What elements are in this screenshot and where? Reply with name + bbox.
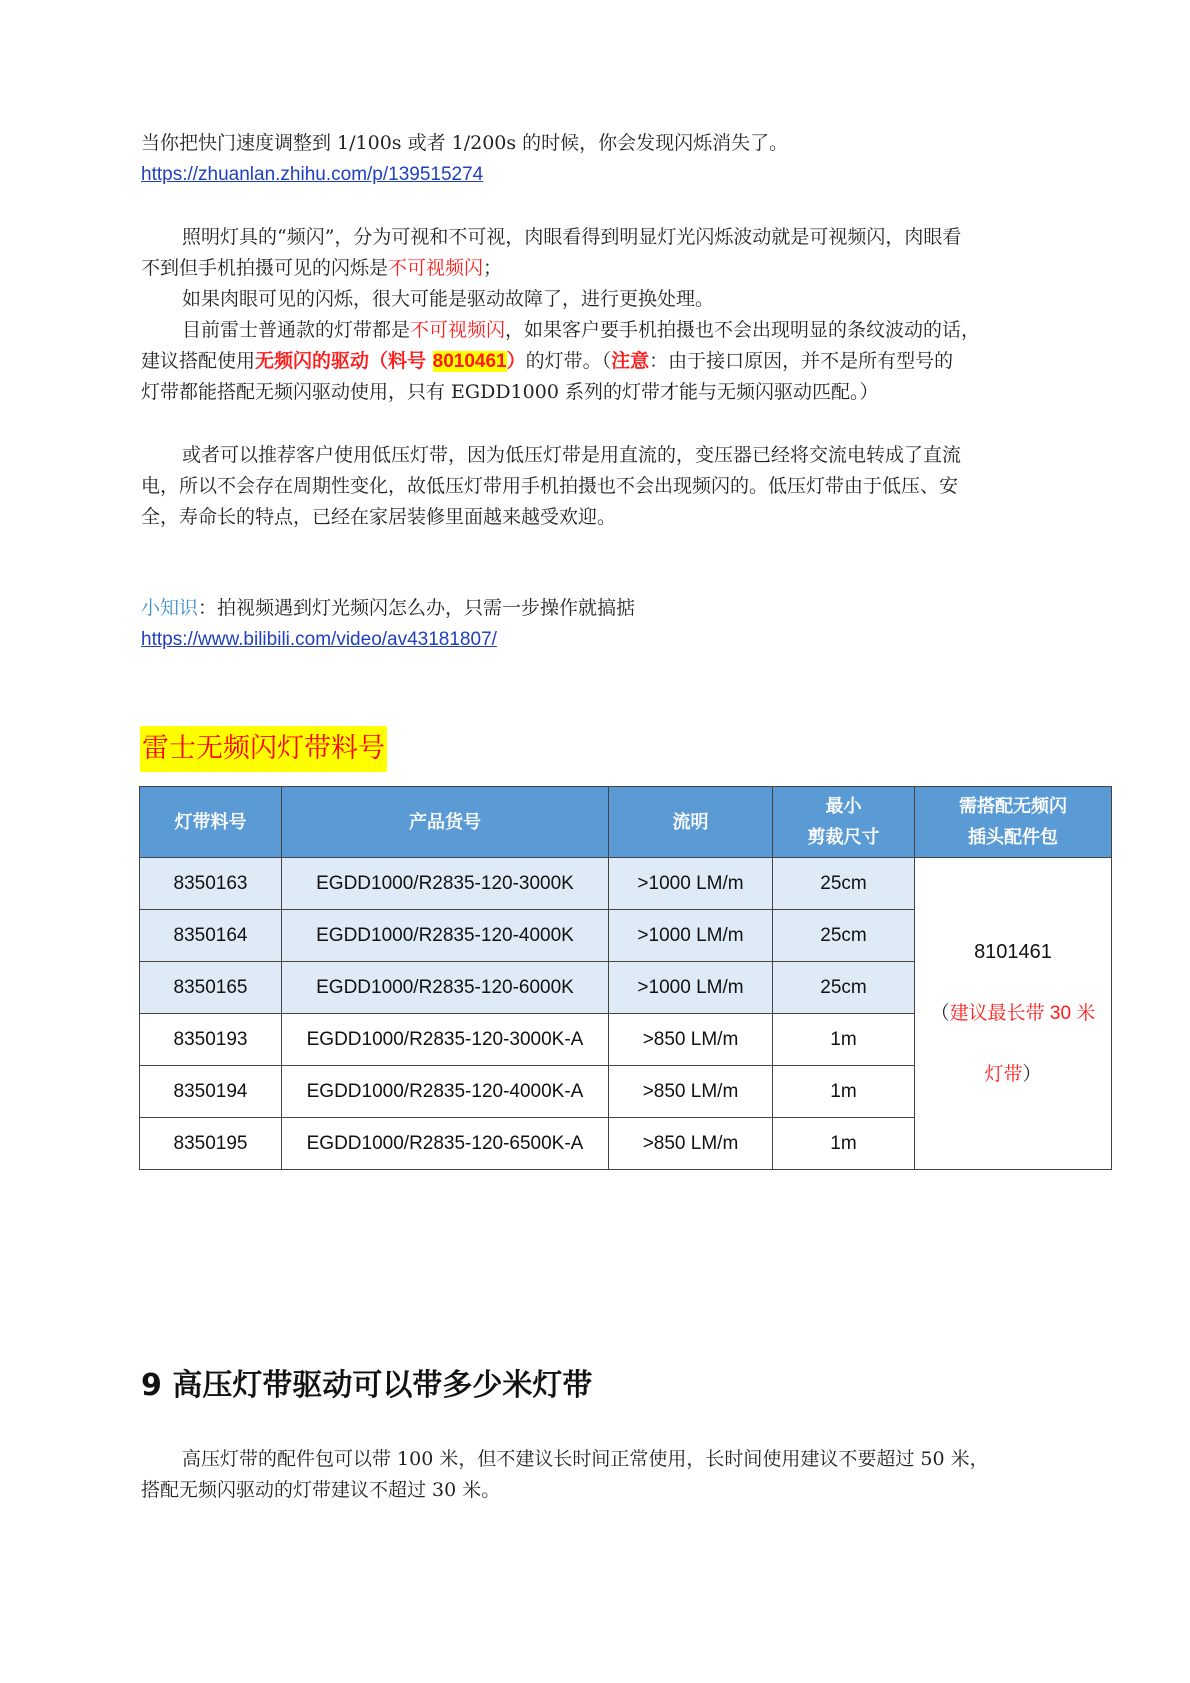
accessory-code: 8101461 (974, 941, 1052, 963)
para1-line1: 当你把快门速度调整到 1/100s 或者 1/200s 的时候，你会发现闪烁消失了。 (141, 132, 789, 154)
cell-product-code: EGDD1000/R2835-120-3000K-A (282, 1014, 609, 1066)
header-min-cut (773, 787, 915, 858)
tip-text: ：拍视频遇到灯光频闪怎么办，只需一步操作就搞掂 (198, 597, 636, 619)
cell-strip-code: 8350195 (140, 1118, 282, 1170)
accessory-note-line1 (915, 998, 1111, 1029)
para3-line3: 全，寿命长的特点，已经在家居装修里面越来越受欢迎。 (141, 506, 617, 528)
cell-min-cut: 1m (773, 1118, 915, 1170)
zhihu-link[interactable]: https://zhuanlan.zhihu.com/p/139515274 (141, 164, 484, 185)
header-product-code: 产品货号 (282, 787, 609, 858)
accessory-note-line2 (915, 1059, 1111, 1090)
cell-product-code: EGDD1000/R2835-120-4000K (282, 910, 609, 962)
para2-line6: 灯带都能搭配无频闪驱动使用，只有 EGDD1000 系列的灯带才能与无频闪驱动匹配。） (141, 381, 879, 403)
para2-line2 (141, 253, 502, 284)
cell-strip-code: 8350165 (140, 962, 282, 1014)
para3-line1: 或者可以推荐客户使用低压灯带，因为低压灯带是用直流的，变压器已经将交流电转成了直流 (182, 444, 962, 466)
tip-label: 小知识 (141, 597, 199, 619)
header-strip-code: 灯带料号 (140, 787, 282, 858)
para2-line5 (141, 346, 953, 377)
cell-strip-code: 8350193 (140, 1014, 282, 1066)
driver-part-code: 8010461 (432, 351, 507, 372)
section9-line1: 高压灯带的配件包可以带 100 米，但不建议长时间正常使用，长时间使用建议不要超过 50 米， (182, 1448, 989, 1470)
cell-min-cut: 1m (773, 1014, 915, 1066)
section9-line2: 搭配无频闪驱动的灯带建议不超过 30 米。 (141, 1479, 501, 1501)
header-accessory (915, 787, 1112, 858)
bilibili-link[interactable]: https://www.bilibili.com/video/av43181807/ (141, 629, 497, 650)
table-header-row (140, 787, 1112, 858)
header-lumen: 流明 (609, 787, 773, 858)
cell-product-code: EGDD1000/R2835-120-6500K-A (282, 1118, 609, 1170)
accessory-note-text2: 灯带 (984, 1064, 1023, 1085)
cell-product-code: EGDD1000/R2835-120-4000K-A (282, 1066, 609, 1118)
cell-product-code: EGDD1000/R2835-120-3000K (282, 858, 609, 910)
bilibili-link-line (141, 624, 497, 655)
cell-lumen: >850 LM/m (609, 1066, 773, 1118)
section-9-heading: 9 高压灯带驱动可以带多少米灯带 (141, 1368, 593, 1403)
para2-line5-prefix: 建议搭配使用 (141, 350, 256, 372)
cell-min-cut: 1m (773, 1066, 915, 1118)
para2-line2-prefix: 不到但手机拍摄可见的闪烁是 (141, 257, 389, 279)
para2-line4-prefix: 目前雷士普通款的灯带都是 (182, 319, 411, 341)
accessory-cell (915, 858, 1112, 1170)
accessory-note-text1: 建议最长带 30 米 (949, 1003, 1096, 1024)
driver-recommendation: 无频闪的驱动（料号 (255, 350, 433, 372)
cell-product-code: EGDD1000/R2835-120-6000K (282, 962, 609, 1014)
cell-lumen: >1000 LM/m (609, 910, 773, 962)
cell-strip-code: 8350163 (140, 858, 282, 910)
cell-lumen: >1000 LM/m (609, 962, 773, 1014)
para2-line5-mid: 的灯带。（ (525, 350, 612, 372)
cell-lumen: >850 LM/m (609, 1014, 773, 1066)
zhihu-link-line (141, 159, 483, 190)
cell-min-cut: 25cm (773, 910, 915, 962)
driver-recommendation-close: ） (506, 350, 526, 372)
cell-lumen: >1000 LM/m (609, 858, 773, 910)
para2-line4-suffix: ，如果客户要手机拍摄也不会出现明显的条纹波动的话， (505, 319, 981, 341)
note-label: 注意 (611, 350, 650, 372)
table-row (140, 858, 1112, 910)
para2-line1: 照明灯具的“频闪”，分为可视和不可视，肉眼看得到明显灯光闪烁波动就是可视频闪，肉眼看 (182, 226, 962, 248)
para2-line3: 如果肉眼可见的闪烁，很大可能是驱动故障了，进行更换处理。 (182, 288, 715, 310)
para3-line2: 电，所以不会存在周期性变化，故低压灯带用手机拍摄也不会出现频闪的。低压灯带由于低压、安 (141, 475, 959, 497)
header-accessory-line1: 需搭配无频闪 (959, 796, 1067, 816)
cell-strip-code: 8350194 (140, 1066, 282, 1118)
para2-line2-suffix: ； (483, 257, 503, 279)
header-min-cut-line1: 最小 (825, 796, 862, 816)
tip-line (141, 593, 635, 624)
accessory-note-open: （ (930, 1003, 950, 1024)
led-strip-table (139, 786, 1112, 1170)
invisible-flicker-term: 不可视频闪 (388, 257, 484, 279)
table-title: 雷士无频闪灯带料号 (140, 726, 387, 772)
para2-line4 (182, 315, 980, 346)
para2-line5-suffix: ：由于接口原因，并不是所有型号的 (649, 350, 954, 372)
cell-lumen: >850 LM/m (609, 1118, 773, 1170)
cell-min-cut: 25cm (773, 858, 915, 910)
invisible-flicker-term-2: 不可视频闪 (410, 319, 506, 341)
cell-strip-code: 8350164 (140, 910, 282, 962)
accessory-note-close: ） (1022, 1064, 1042, 1085)
cell-min-cut: 25cm (773, 962, 915, 1014)
header-accessory-line2: 插头配件包 (968, 827, 1058, 847)
header-min-cut-line2: 剪裁尺寸 (807, 827, 880, 847)
